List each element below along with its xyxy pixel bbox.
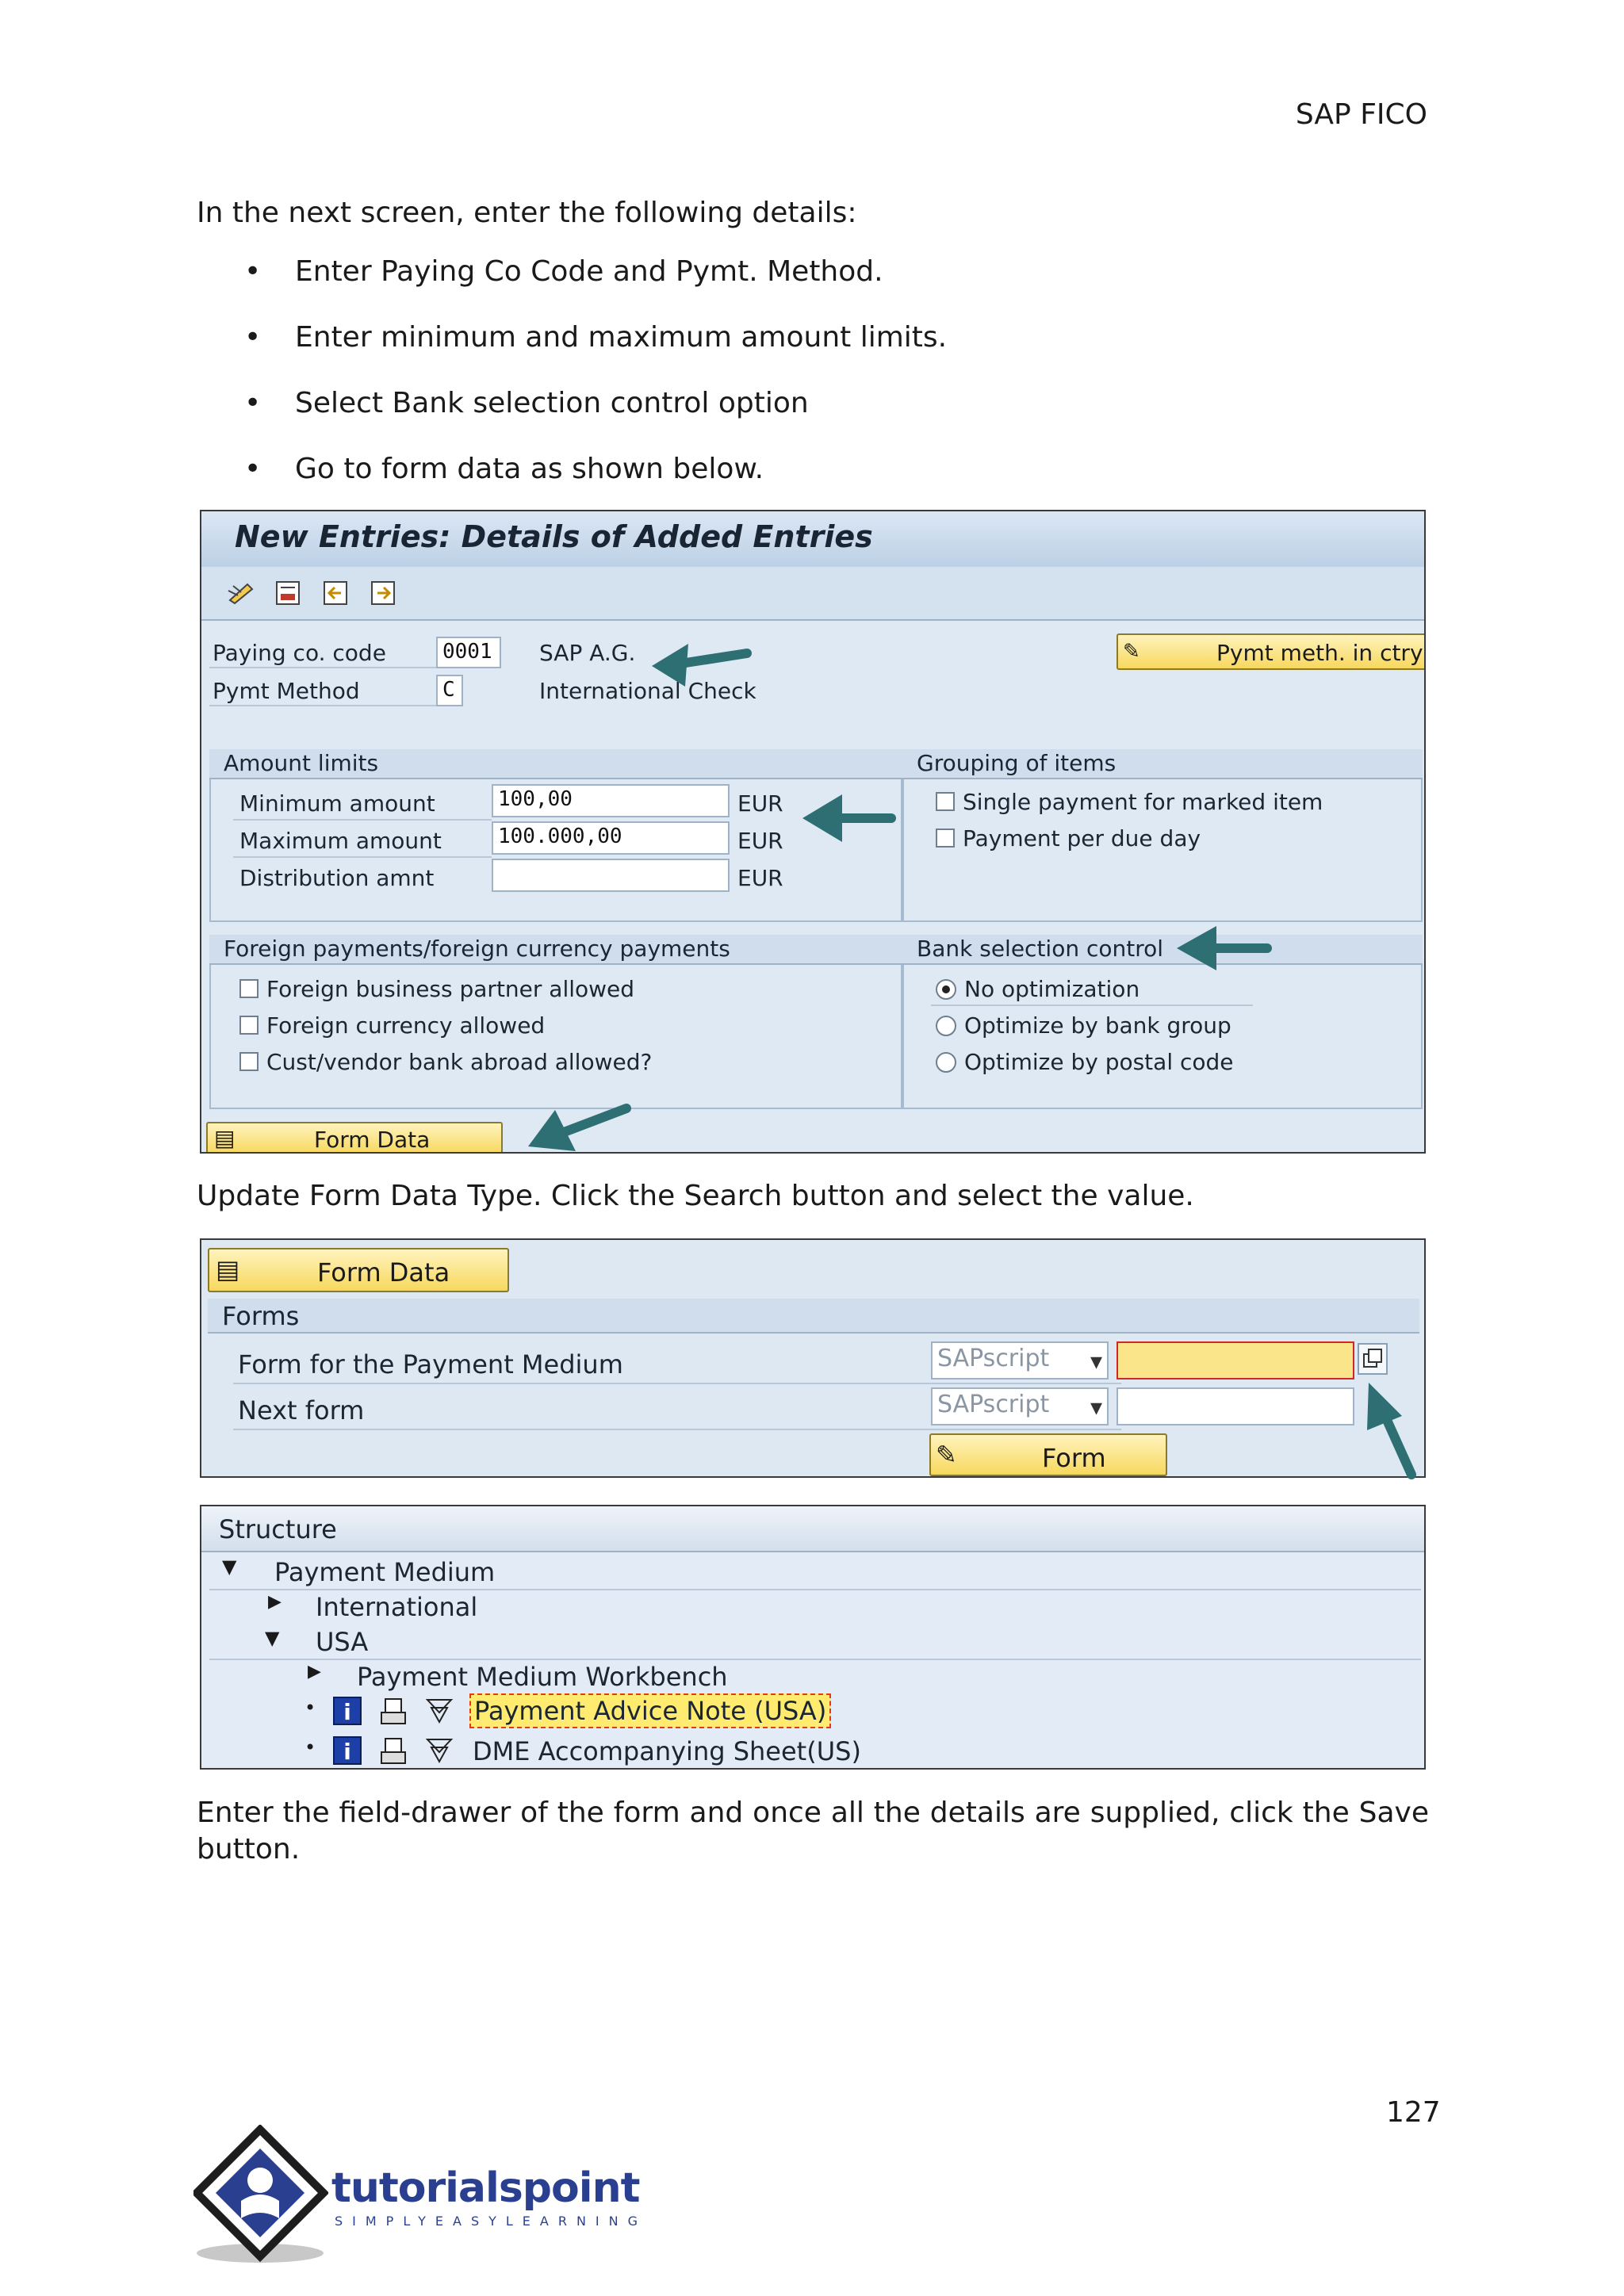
payment-method-icon: ✎ [1123, 640, 1140, 664]
bullet-dot: • [244, 387, 262, 419]
row-divider [931, 1004, 1253, 1006]
pymt-method-description: International Check [539, 678, 756, 704]
currency-label: EUR [737, 828, 783, 854]
screen-title-bar [201, 511, 1424, 568]
save-icon[interactable] [274, 580, 303, 607]
pymt-meth-in-ctry-button[interactable] [1116, 633, 1426, 670]
structure-header [201, 1506, 1424, 1552]
pointer-arrow [644, 639, 755, 687]
filter-icon[interactable] [425, 1736, 454, 1765]
foreign-currency-checkbox[interactable] [239, 1016, 259, 1035]
pointer-arrow [1172, 923, 1275, 974]
row-divider [209, 667, 439, 668]
expand-triangle-icon[interactable]: ▶ [268, 1592, 282, 1612]
minimum-amount-label: Minimum amount [239, 790, 435, 817]
form-payment-medium-field[interactable] [1116, 1341, 1354, 1380]
form-payment-medium-label: Form for the Payment Medium [238, 1349, 623, 1380]
dropdown-arrow-icon: ▾ [1090, 1394, 1102, 1422]
form-data-button[interactable] [208, 1248, 509, 1292]
bullet-item: Enter Paying Co Code and Pymt. Method. [295, 255, 883, 288]
bullet-item: Enter minimum and maximum amount limits. [295, 321, 948, 354]
tree-node-advice-note[interactable] [469, 1693, 831, 1728]
prev-entry-icon[interactable] [322, 580, 350, 607]
sap-screen-forms [200, 1238, 1426, 1478]
pointer-arrow [1364, 1380, 1427, 1483]
amount-limits-header: Amount limits [209, 749, 902, 779]
form-button[interactable] [929, 1433, 1167, 1476]
optimize-bank-group-label: Optimize by bank group [964, 1012, 1231, 1039]
info-icon[interactable]: i [333, 1697, 362, 1725]
paying-co-code-label: Paying co. code [213, 640, 386, 666]
screen-title: New Entries: Details of Added Entries [235, 519, 873, 554]
form-edit-icon: ✎ [936, 1440, 957, 1470]
payment-per-due-day-label: Payment per due day [963, 825, 1201, 851]
pymt-method-field[interactable]: C [436, 675, 463, 706]
tree-node-usa[interactable]: USA [316, 1627, 369, 1657]
distribution-amount-field[interactable] [492, 859, 730, 892]
tutorialspoint-logo [193, 2125, 653, 2267]
bullet-item: Select Bank selection control option [295, 387, 809, 419]
minimum-amount-field[interactable]: 100,00 [492, 784, 730, 817]
tree-node-payment-medium[interactable]: Payment Medium [274, 1557, 496, 1587]
row-divider [233, 1429, 1121, 1430]
foreign-currency-label: Foreign currency allowed [266, 1012, 546, 1039]
edit-icon[interactable] [227, 580, 259, 607]
row-divider [233, 856, 492, 858]
print-icon[interactable] [379, 1736, 408, 1766]
payment-per-due-day-checkbox[interactable] [936, 828, 955, 848]
next-form-type-dropdown[interactable] [931, 1387, 1109, 1425]
tree-node-workbench[interactable]: Payment Medium Workbench [357, 1662, 728, 1692]
grouping-of-items-header: Grouping of items [902, 749, 1423, 779]
dropdown-arrow-icon: ▾ [1090, 1348, 1102, 1376]
maximum-amount-label: Maximum amount [239, 828, 442, 854]
structure-header-label: Structure [219, 1514, 337, 1544]
document-header: SAP FICO [1295, 98, 1427, 131]
row-divider [233, 1383, 1121, 1384]
expand-triangle-icon[interactable]: ▶ [308, 1662, 321, 1682]
caption-save-instructions: Enter the field-drawer of the form and once all the details are supplied, click the Save button. [197, 1797, 1429, 1866]
row-divider [209, 1589, 1421, 1590]
collapse-triangle-icon[interactable]: ▼ [222, 1556, 237, 1578]
bullet-item: Go to form data as shown below. [295, 453, 764, 485]
next-form-label: Next form [238, 1395, 365, 1425]
pointer-arrow [798, 790, 901, 845]
optimize-bank-group-radio[interactable] [936, 1016, 956, 1036]
pymt-meth-in-ctry-label: Pymt meth. in ctry [1216, 640, 1423, 666]
search-help-icon[interactable] [1358, 1343, 1388, 1375]
bullet-dot: • [244, 255, 262, 288]
collapse-triangle-icon[interactable]: ▼ [265, 1627, 280, 1649]
tree-bullet: • [304, 1697, 316, 1719]
company-name: SAP A.G. [539, 640, 636, 666]
info-icon[interactable]: i [333, 1736, 362, 1765]
optimize-postal-code-radio[interactable] [936, 1052, 956, 1073]
form-data-label: Form Data [317, 1257, 450, 1288]
filter-icon[interactable] [425, 1697, 454, 1725]
forms-header: Forms [208, 1299, 1419, 1334]
no-optimization-radio[interactable] [936, 979, 956, 1000]
no-optimization-label: No optimization [964, 976, 1140, 1002]
row-divider [209, 1659, 1421, 1660]
single-payment-label: Single payment for marked item [963, 789, 1323, 815]
bullet-dot: • [244, 321, 262, 354]
row-divider [209, 705, 439, 706]
tree-node-international[interactable]: International [316, 1592, 478, 1622]
application-toolbar [201, 567, 1424, 621]
form-type-dropdown[interactable] [931, 1341, 1109, 1380]
advice-note-label: Payment Advice Note (USA) [474, 1696, 827, 1726]
bank-selection-header: Bank selection control [902, 935, 1423, 965]
pointer-arrow [523, 1094, 634, 1158]
next-form-field[interactable] [1116, 1387, 1354, 1425]
foreign-business-partner-label: Foreign business partner allowed [266, 976, 635, 1002]
distribution-amount-label: Distribution amnt [239, 865, 435, 891]
page-number: 127 [1386, 2096, 1441, 2129]
caption-update-form: Update Form Data Type. Click the Search button and select the value. [197, 1180, 1194, 1212]
form-type-value: SAPscript [937, 1345, 1050, 1372]
intro-paragraph: In the next screen, enter the following details: [197, 197, 857, 229]
sap-screen-structure [200, 1505, 1426, 1770]
form-data-icon: ▤ [214, 1125, 236, 1151]
next-entry-icon[interactable] [370, 580, 398, 607]
logo-wordmark: tutorialspoint [331, 2164, 640, 2212]
foreign-payments-header: Foreign payments/foreign currency payments [209, 935, 902, 965]
next-form-type-value: SAPscript [937, 1391, 1050, 1418]
paying-co-code-field[interactable]: 0001 [436, 637, 501, 668]
optimize-postal-code-label: Optimize by postal code [964, 1049, 1234, 1075]
tree-bullet: • [304, 1736, 316, 1758]
form-data-icon: ▤ [216, 1254, 240, 1284]
form-data-button[interactable] [206, 1122, 503, 1154]
form-data-label: Form Data [314, 1127, 431, 1153]
bullet-dot: • [244, 453, 262, 485]
logo-emblem-icon [193, 2125, 328, 2267]
bank-abroad-label: Cust/vendor bank abroad allowed? [266, 1049, 653, 1075]
foreign-business-partner-checkbox[interactable] [239, 979, 259, 998]
form-button-label: Form [1042, 1443, 1106, 1473]
logo-tagline: SIMPLYEASYLEARNING [335, 2214, 648, 2229]
row-divider [233, 819, 492, 821]
print-icon[interactable] [379, 1697, 408, 1727]
maximum-amount-field[interactable]: 100.000,00 [492, 821, 730, 855]
single-payment-checkbox[interactable] [936, 792, 955, 811]
bank-abroad-checkbox[interactable] [239, 1052, 259, 1071]
pymt-method-label: Pymt Method [213, 678, 360, 704]
currency-label: EUR [737, 865, 783, 891]
tree-node-dme-sheet[interactable]: DME Accompanying Sheet(US) [473, 1736, 861, 1766]
currency-label: EUR [737, 790, 783, 817]
